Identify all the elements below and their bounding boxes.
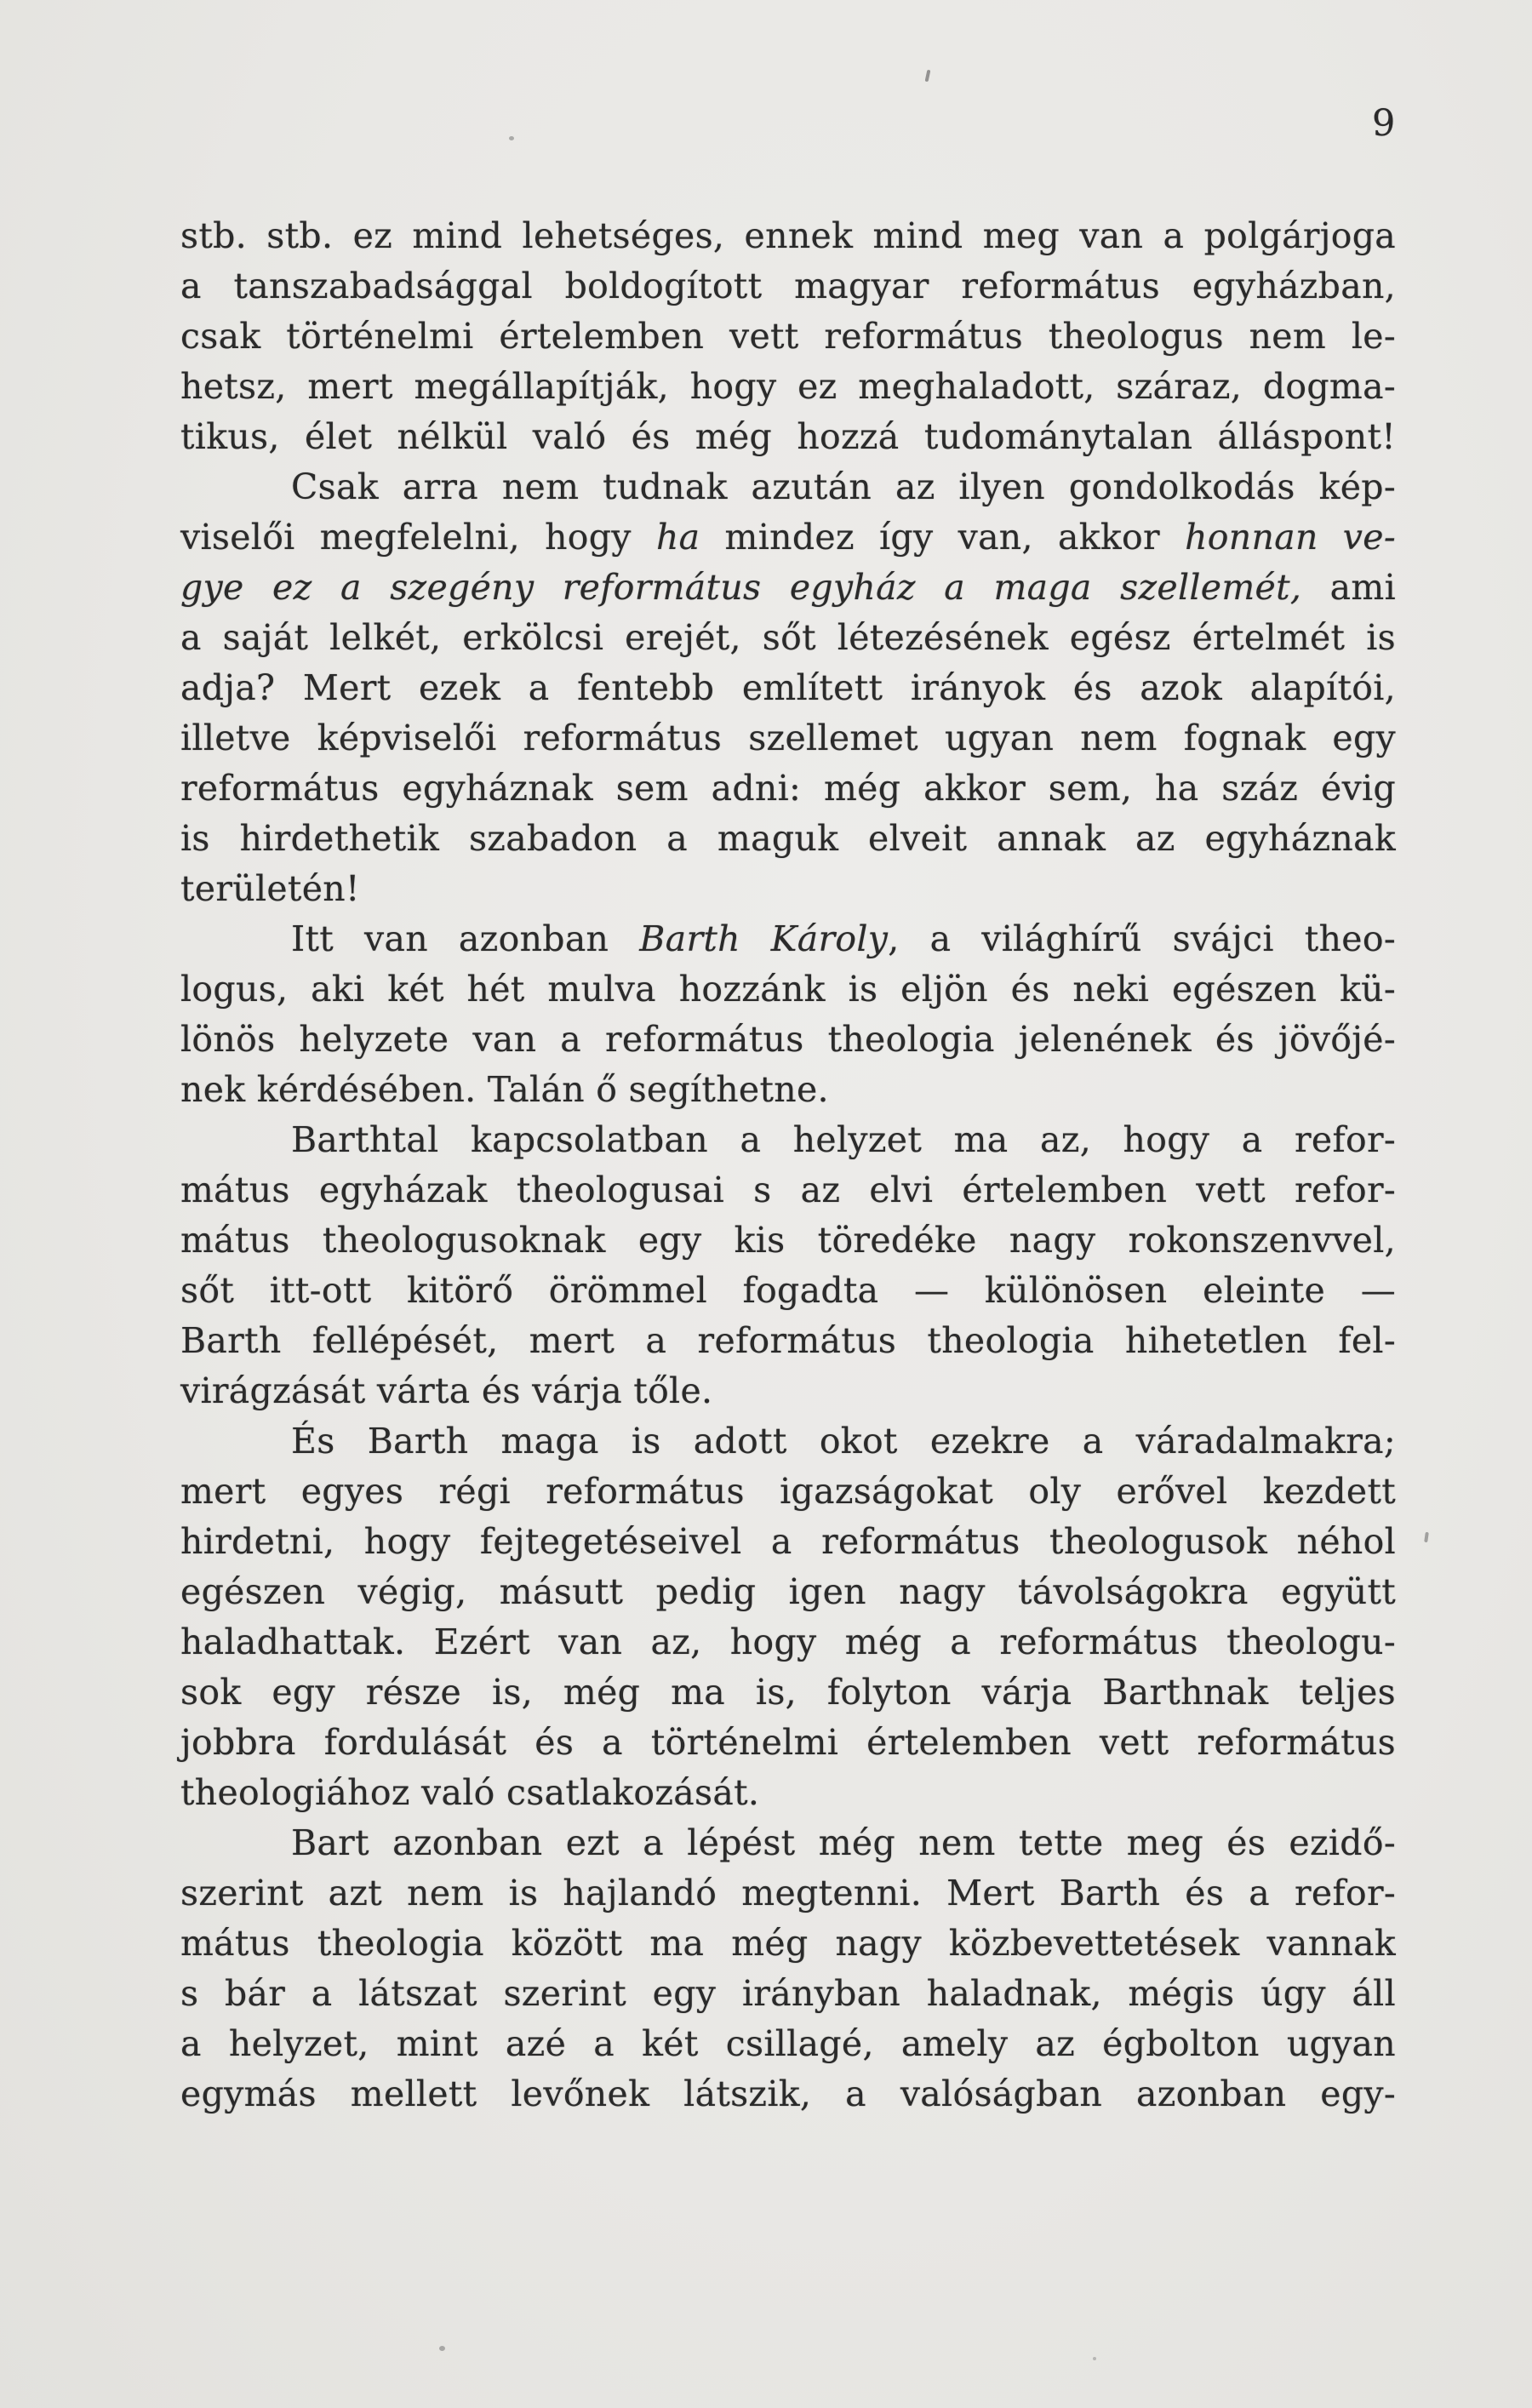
text-segment: tikus, élet nélkül való és még hozzá tudománytalan álláspont!	[180, 416, 1396, 457]
text-line	[180, 1919, 1396, 1969]
text-segment: Itt van azonban	[291, 918, 640, 959]
text-segment: is hirdethetik szabadon a maguk elveit annak az egyháznak	[180, 818, 1396, 859]
text-line	[180, 663, 1396, 713]
text-line	[180, 1517, 1396, 1567]
text-line	[180, 1165, 1396, 1215]
scan-artifact	[1093, 2357, 1096, 2360]
italic-text-segment: ha	[655, 517, 700, 558]
text-segment: theologiához való csatlakozását.	[180, 1772, 760, 1813]
text-segment: viselői megfelelni, hogy	[180, 517, 656, 558]
text-line	[180, 1718, 1396, 1768]
text-line	[180, 1969, 1396, 2019]
text-segment: hetsz, mert megállapítják, hogy ez meghaladott, száraz, dogma-	[180, 366, 1396, 407]
text-segment: református egyháznak sem adni: még akkor sem, ha száz évig	[180, 768, 1396, 809]
text-line	[180, 312, 1396, 362]
text-segment: a helyzet, mint azé a két csillagé, amely az égbolton ugyan	[180, 2023, 1396, 2064]
text-segment: mátus theologusoknak egy kis töredéke nagy rokonszenvvel,	[180, 1220, 1396, 1261]
text-segment: sok egy része is, még ma is, folyton várja Barthnak teljes	[180, 1672, 1396, 1713]
text-line	[180, 964, 1396, 1015]
text-segment: egészen végig, másutt pedig igen nagy távolságokra együtt	[180, 1571, 1396, 1612]
text-segment: Barth fellépését, mert a református theologia hihetetlen fel-	[180, 1320, 1396, 1361]
text-segment: haladhattak. Ezért van az, hogy még a református theologu-	[180, 1622, 1396, 1662]
text-line	[180, 563, 1396, 613]
text-segment: mert egyes régi református igazságokat oly erővel kezdett	[180, 1471, 1396, 1512]
text-line	[180, 1266, 1396, 1316]
text-segment: ami	[1301, 567, 1397, 608]
text-line	[180, 1215, 1396, 1266]
text-segment: lönös helyzete van a református theologia jelenének és jövőjé-	[180, 1019, 1396, 1060]
text-line	[180, 1115, 1396, 1165]
text-line	[180, 412, 1396, 462]
text-line	[180, 1467, 1396, 1517]
text-line	[180, 211, 1396, 261]
italic-text-segment: gye ez a szegény református egyház a maga szellemét,	[180, 567, 1302, 608]
text-segment: a saját lelkét, erkölcsi erejét, sőt létezésének egész értelmét is	[180, 617, 1396, 658]
text-line	[180, 362, 1396, 412]
text-line	[180, 1868, 1396, 1919]
body-text	[180, 211, 1396, 2119]
text-segment: területén!	[180, 868, 360, 909]
text-segment: mátus theologia között ma még nagy közbevettetések vannak	[180, 1923, 1396, 1964]
text-line	[180, 1366, 1396, 1416]
text-line	[180, 261, 1396, 312]
text-segment: mindez így van, akkor	[700, 517, 1186, 558]
text-segment: virágzását várta és várja tőle.	[180, 1370, 713, 1411]
text-segment: a tanszabadsággal boldogított magyar református egyházban,	[180, 266, 1396, 306]
italic-text-segment: Barth Károly	[639, 918, 889, 959]
text-line	[180, 462, 1396, 512]
text-segment: sőt itt-ott kitörő örömmel fogadta — különösen eleinte —	[180, 1270, 1396, 1311]
text-segment: , a világhírű svájci theo-	[888, 918, 1396, 959]
text-segment: Csak arra nem tudnak azután az ilyen gondolkodás kép-	[291, 466, 1396, 507]
scan-artifact	[509, 136, 514, 140]
text-line	[180, 512, 1396, 563]
text-segment: hirdetni, hogy fejtegetéseivel a református theologusok néhol	[180, 1521, 1396, 1562]
text-segment: szerint azt nem is hajlandó megtenni. Mert Barth és a refor-	[180, 1873, 1396, 1913]
text-segment: stb. stb. ez mind lehetséges, ennek mind meg van a polgárjoga	[180, 215, 1396, 256]
text-line	[180, 864, 1396, 914]
text-line	[180, 1768, 1396, 1818]
text-line	[180, 1015, 1396, 1065]
text-line	[180, 613, 1396, 663]
text-line	[180, 1065, 1396, 1115]
text-segment: Barthtal kapcsolatban a helyzet ma az, hogy a refor-	[291, 1119, 1396, 1160]
text-line	[180, 764, 1396, 814]
text-segment: És Barth maga is adott okot ezekre a váradalmakra;	[291, 1421, 1396, 1461]
text-segment: csak történelmi értelemben vett református theologus nem le-	[180, 316, 1396, 357]
text-line	[180, 1818, 1396, 1868]
text-line	[180, 713, 1396, 764]
text-line	[180, 1316, 1396, 1366]
text-segment: adja? Mert ezek a fentebb említett irányok és azok alapítói,	[180, 667, 1396, 708]
text-line	[180, 914, 1396, 964]
scan-artifact	[439, 2346, 445, 2351]
text-line	[180, 2019, 1396, 2069]
scan-artifact	[925, 70, 931, 83]
text-segment: mátus egyházak theologusai s az elvi értelemben vett refor-	[180, 1170, 1396, 1210]
text-line	[180, 1667, 1396, 1718]
text-segment: egymás mellett levőnek látszik, a valóságban azonban egy-	[180, 2073, 1396, 2114]
text-segment: Bart azonban ezt a lépést még nem tette meg és ezidő-	[291, 1822, 1396, 1863]
text-line	[180, 814, 1396, 864]
text-line	[180, 1567, 1396, 1617]
text-line	[180, 1617, 1396, 1667]
text-line	[180, 1416, 1396, 1467]
text-segment: nek kérdésében. Talán ő segíthetne.	[180, 1069, 829, 1110]
text-segment: logus, aki két hét mulva hozzánk is eljön és neki egészen kü-	[180, 969, 1396, 1010]
text-segment: illetve képviselői református szellemet ugyan nem fognak egy	[180, 718, 1396, 758]
text-segment: s bár a látszat szerint egy irányban haladnak, mégis úgy áll	[180, 1973, 1396, 2014]
page-number: 9	[1372, 102, 1396, 145]
scan-artifact	[1424, 1532, 1429, 1542]
text-segment: jobbra fordulását és a történelmi értelemben vett református	[180, 1722, 1396, 1763]
text-line	[180, 2069, 1396, 2119]
italic-text-segment: honnan ve-	[1185, 517, 1396, 558]
